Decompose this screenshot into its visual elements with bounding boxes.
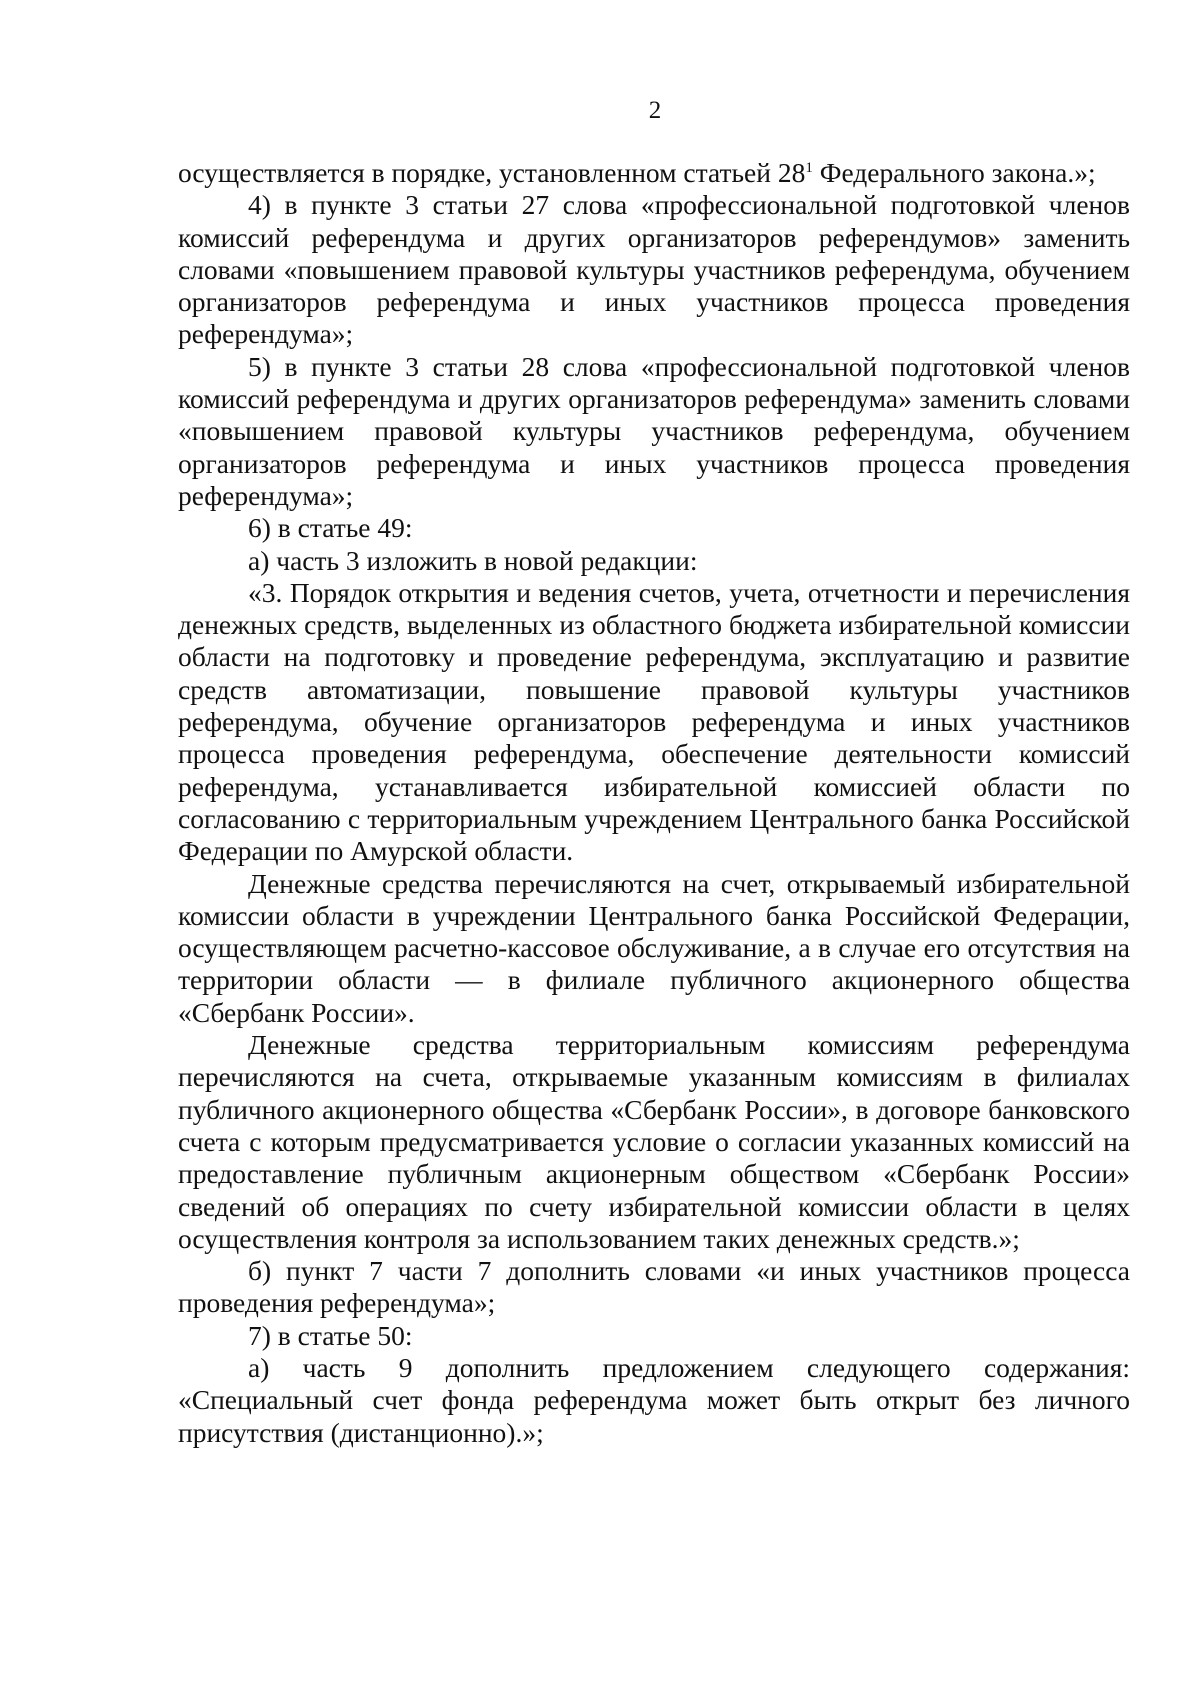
superscript-article-number: 1 — [805, 159, 813, 176]
paragraph-funds-2: Денежные средства территориальным комиссиям референдума перечисляются на счета, открываемые указанным комиссиям в филиалах публичного акционерного общества «Сбербанк России», в договоре банковского счета с которым предусматривается условие о согласии указанных комиссий на предоставление публичным акционерным обществом «Сбербанк России» сведений об операциях по счету избирательной комиссии области в целях осуществления контроля за использованием таких денежных средств.»; — [178, 1029, 1130, 1254]
paragraph-item-6: 6) в статье 49: — [248, 512, 413, 544]
paragraph-part-3: «3. Порядок открытия и ведения счетов, учета, отчетности и перечисления денежных средств, выделенных из областного бюджета избирательной комиссии области на подготовку и проведение референдума, эксплуатацию и развитие средств автоматизации, повышение правовой культуры участников референдума, обучение организаторов референдума и иных участников процесса проведения референдума, обеспечение деятельности комиссий референдума, устанавливается избирательной комиссией области по согласованию с территориальным учреждением Центрального банка Российской Федерации по Амурской области. — [178, 576, 1130, 867]
paragraph-item-4: 4) в пункте 3 статьи 27 слова «профессиональной подготовкой членов комиссий референдума и других организаторов референдумов» заменить словами «повышением правовой культуры участников референдума, обучением организаторов референдума и иных участников процесса проведения референдума»; — [178, 189, 1130, 350]
paragraph-item-7: 7) в статье 50: — [248, 1319, 413, 1351]
paragraph-continuation — [178, 157, 1130, 189]
page-number: 2 — [648, 97, 662, 124]
paragraph-item-6b: б) пункт 7 части 7 дополнить словами «и иных участников процесса проведения референдума»; — [178, 1255, 1130, 1319]
paragraph-text: осуществляется в порядке, установленном статьей 28 — [178, 157, 806, 188]
paragraph-text-tail: Федерального закона.»; — [812, 157, 1096, 188]
paragraph-item-5: 5) в пункте 3 статьи 28 слова «профессиональной подготовкой членов комиссий референдума и других организаторов референдума» заменить словами «повышением правовой культуры участников референдума, обучением организаторов референдума и иных участников процесса проведения референдума»; — [178, 350, 1130, 511]
paragraph-item-7a: а) часть 9 дополнить предложением следующего содержания: «Специальный счет фонда референдума может быть открыт без личного присутствия (дистанционно).»; — [178, 1351, 1130, 1448]
paragraph-funds-1: Денежные средства перечисляются на счет, открываемый избирательной комиссии области в учреждении Центрального банка Российской Федерации, осуществляющем расчетно-кассовое обслуживание, а в случае его отсутствия на территории области — в филиале публичного акционерного общества «Сбербанк России». — [178, 867, 1130, 1028]
document-body — [178, 157, 1130, 1449]
paragraph-item-6a: а) часть 3 изложить в новой редакции: — [248, 544, 698, 576]
